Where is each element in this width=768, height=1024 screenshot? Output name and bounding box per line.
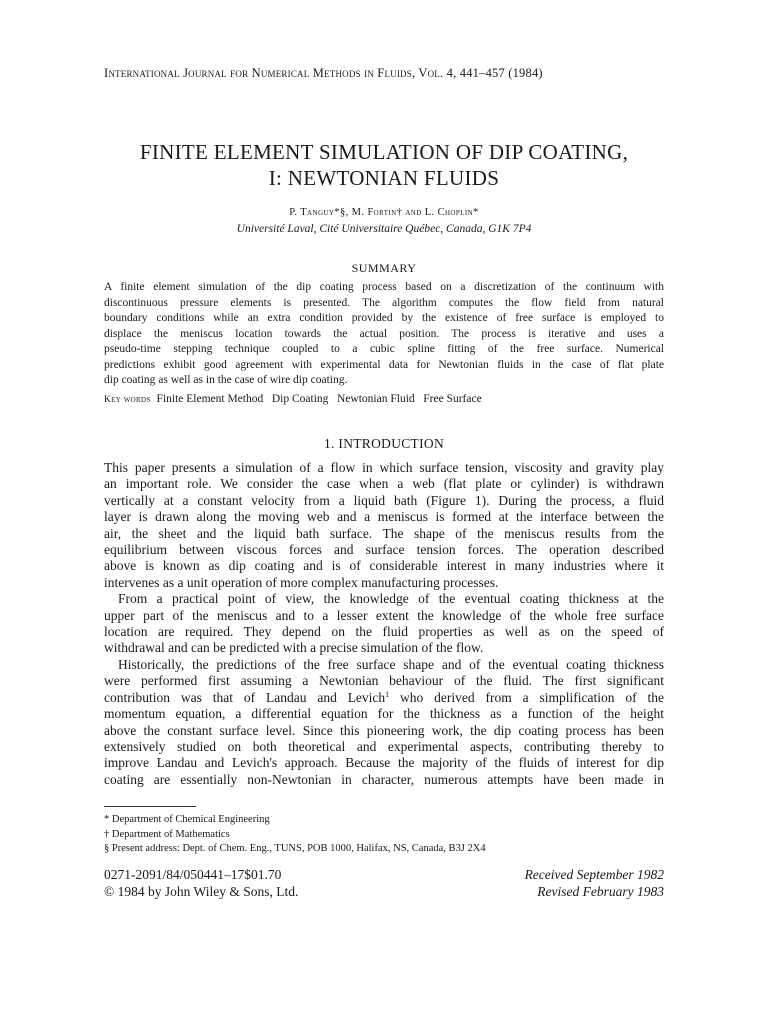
revised-date: Revised February 1983 [537, 884, 664, 899]
abstract [104, 280, 664, 389]
keywords [104, 393, 664, 405]
body-line: above is known as dip coating and is of considerable interest in many industries where it [104, 558, 664, 574]
body-line: an important role. We consider the case when a web (flat plate or cylinder) is withdrawn [104, 476, 664, 492]
body-line: equilibrium between viscous forces and surface tension forces. The operation described [104, 542, 664, 558]
body-line: location are required. They depend on the fluid properties as well as on the speed of [104, 624, 664, 640]
title-line-2: I: NEWTONIAN FLUIDS [268, 166, 500, 190]
copyright-block [104, 866, 404, 900]
abstract-line: pseudo-time stepping technique coupled to a cubic spline fitting of the free surface. Numerical [104, 343, 664, 355]
paper-title [0, 139, 768, 191]
abstract-line: predictions exhibit good agreement with experimental data for Newtonian fluids in the case of flat plate [104, 358, 664, 371]
body-line: This paper presents a simulation of a flow in which surface tension, viscosity and gravity play [104, 460, 664, 475]
footnote: † Department of Mathematics [104, 828, 230, 840]
body-line: above the constant surface level. Since this pioneering work, the dip coating process has been [104, 722, 664, 738]
dates-block [364, 866, 664, 900]
footnote: § Present address: Dept. of Chem. Eng., TUNS, POB 1000, Halifax, NS, Canada, B3J 2X4 [104, 843, 486, 854]
body-line: vertically at a constant velocity from a liquid bath (Figure 1). During the process, a fluid [104, 492, 664, 508]
section-heading: 1. INTRODUCTION [324, 436, 444, 451]
body-line: From a practical point of view, the knowledge of the eventual coating thickness at the [118, 591, 664, 607]
abstract-line: discontinuous pressure elements is presented. The algorithm computes the flow field from natural [104, 296, 664, 309]
keywords-value: Finite Element Method Dip Coating Newtonian Fluid Free Surface [156, 393, 482, 405]
body-line-with-citation [104, 690, 664, 706]
abstract-line: boundary conditions while an extra condition provided by the existence of free surface is employed to [104, 312, 664, 324]
footnote-rule [104, 806, 196, 807]
body-text-segment: who derived from a simplification of the [389, 689, 664, 705]
footnote: * Department of Chemical Engineering [104, 814, 270, 825]
abstract-line: A finite element simulation of the dip coating process based on a discretization of the continuum with [104, 281, 664, 293]
authors: P. Tanguy*§, M. Fortin† and L. Choplin* [289, 207, 479, 218]
body-text [104, 460, 664, 788]
body-line: improve Landau and Levich's approach. Because the majority of the fluids of interest for dip [104, 755, 664, 771]
body-text-segment: contribution was that of Landau and Levich [104, 689, 386, 705]
body-line: coating are essentially non-Newtonian in character, numerous attempts have been made in [104, 771, 664, 787]
journal-name: International Journal for Numerical Methods in Fluids, Vol. [104, 66, 444, 80]
body-line: upper part of the meniscus and to a lesser extent the knowledge of the whole free surface [104, 607, 664, 623]
keywords-label: Key words [104, 395, 151, 405]
body-line: intervenes as a unit operation of more complex manufacturing processes. [104, 574, 499, 590]
body-line: air, the sheet and the liquid bath surface. The shape of the meniscus results from the [104, 525, 664, 541]
footnotes [104, 813, 664, 857]
body-line: momentum equation, a differential equation for the thickness as a function of the height [104, 706, 664, 722]
body-line: layer is drawn along the moving web and a meniscus is formed at the interface between the [104, 509, 664, 525]
summary-heading: SUMMARY [351, 261, 417, 275]
affiliation: Université Laval, Cité Universitaire Québec, Canada, G1K 7P4 [236, 223, 532, 235]
body-line: Historically, the predictions of the free surface shape and of the eventual coating thickness [118, 656, 664, 672]
received-date: Received September 1982 [524, 867, 664, 882]
running-header [104, 66, 664, 81]
body-line: were performed first assuming a Newtonian behaviour of the fluid. The first significant [104, 673, 664, 689]
abstract-line: dip coating as well as in the case of wire dip coating. [104, 374, 348, 386]
abstract-line: displace the meniscus location towards the actual position. The process is iterative and uses a [104, 327, 664, 340]
volume-pages: 4, 441–457 (1984) [443, 66, 543, 80]
body-line: withdrawal and can be predicted with a precise simulation of the flow. [104, 640, 484, 656]
title-line-1: FINITE ELEMENT SIMULATION OF DIP COATING, [139, 140, 629, 164]
copyright-notice: © 1984 by John Wiley & Sons, Ltd. [104, 884, 299, 899]
citation-ref: 1 [385, 689, 390, 699]
price-code: 0271-2091/84/050441–17$01.70 [104, 867, 282, 882]
body-line: extensively studied on both theoretical and experimental aspects, contributing thereby to [104, 738, 664, 754]
